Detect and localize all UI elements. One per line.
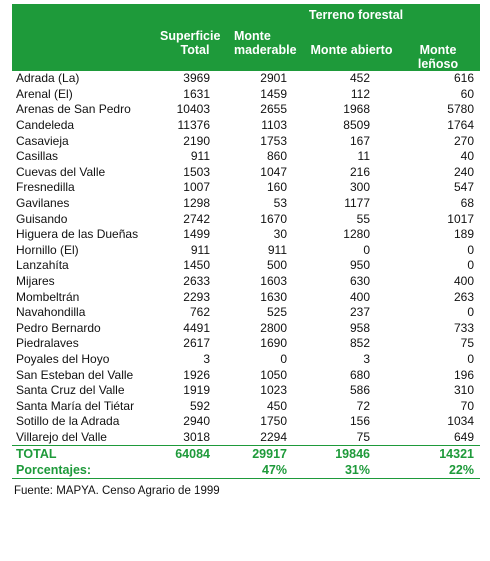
table-row <box>12 289 480 305</box>
header-blank <box>307 26 396 43</box>
municipality-name: Guisando <box>16 211 68 226</box>
header-monte-abierto: Monte abierto <box>307 43 396 71</box>
monte-maderable-cell: 1670 <box>260 211 287 226</box>
municipality-name: Santa Cruz del Valle <box>16 383 125 398</box>
superficie-total-cell: 10403 <box>176 102 210 117</box>
table-row <box>12 321 480 337</box>
percentages-superficie <box>158 462 232 479</box>
monte-lenoso-cell: 40 <box>460 149 474 164</box>
municipality-name: Sotillo de la Adrada <box>16 414 120 429</box>
monte-maderable-cell: 2800 <box>260 320 287 335</box>
header-superficie-line1: Superficie <box>158 26 232 43</box>
monte-abierto-cell: 0 <box>363 242 370 257</box>
percentages-monte-abierto: 31% <box>307 462 396 479</box>
forest-land-table <box>12 4 480 479</box>
monte-maderable-cell: 1753 <box>260 133 287 148</box>
municipality-name: Adrada (La) <box>16 71 80 86</box>
header-blank <box>12 26 158 43</box>
monte-maderable-cell: 30 <box>273 227 287 242</box>
monte-abierto-cell: 852 <box>349 336 370 351</box>
municipality-name: Fresnedilla <box>16 180 75 195</box>
monte-abierto-cell: 950 <box>349 258 370 273</box>
monte-lenoso-cell: 0 <box>467 258 474 273</box>
superficie-total-cell: 4491 <box>183 320 210 335</box>
monte-maderable-cell: 1023 <box>260 383 287 398</box>
monte-abierto-cell: 1968 <box>343 102 370 117</box>
table-row <box>12 118 480 134</box>
monte-maderable-cell: 1459 <box>260 86 287 101</box>
municipality-name: Poyales del Hoyo <box>16 351 110 366</box>
total-monte-abierto: 19846 <box>307 446 396 463</box>
monte-lenoso-cell: 733 <box>453 320 474 335</box>
monte-maderable-cell: 450 <box>266 398 287 413</box>
municipality-name: Villarejo del Valle <box>16 429 107 444</box>
monte-abierto-cell: 958 <box>349 320 370 335</box>
table-body <box>12 71 480 479</box>
monte-lenoso-cell: 60 <box>460 86 474 101</box>
monte-maderable-cell: 2901 <box>260 71 287 86</box>
monte-abierto-cell: 300 <box>349 180 370 195</box>
superficie-total-cell: 11376 <box>177 118 210 133</box>
superficie-total-cell: 3 <box>203 351 210 366</box>
table-row <box>12 274 480 290</box>
superficie-total-cell: 2633 <box>183 274 210 289</box>
superficie-total-cell: 1298 <box>183 196 210 211</box>
monte-lenoso-cell: 70 <box>460 398 474 413</box>
monte-abierto-cell: 156 <box>349 414 370 429</box>
table-row <box>12 149 480 165</box>
total-monte-maderable: 29917 <box>232 446 307 463</box>
municipality-name: Mijares <box>16 274 55 289</box>
total-row <box>12 446 480 463</box>
monte-lenoso-cell: 240 <box>453 164 474 179</box>
municipality-name: Casavieja <box>16 133 69 148</box>
municipality-name: Navahondilla <box>16 305 86 320</box>
header-monte-maderable-line2: maderable <box>232 43 307 71</box>
monte-lenoso-cell: 0 <box>467 242 474 257</box>
monte-abierto-cell: 1280 <box>343 227 370 242</box>
table-row <box>12 165 480 181</box>
total-label: TOTAL <box>12 446 158 463</box>
monte-maderable-cell: 2655 <box>260 102 287 117</box>
header-monte-maderable-line1: Monte <box>232 26 307 43</box>
municipality-name: Gavilanes <box>16 196 70 211</box>
municipality-name: Cuevas del Valle <box>16 164 106 179</box>
table-row <box>12 196 480 212</box>
municipality-name: Santa María del Tiétar <box>16 398 135 413</box>
monte-lenoso-cell: 68 <box>460 196 474 211</box>
monte-abierto-cell: 11 <box>357 149 370 164</box>
monte-maderable-cell: 1630 <box>260 289 287 304</box>
monte-lenoso-cell: 616 <box>453 71 474 86</box>
superficie-total-cell: 3969 <box>183 71 210 86</box>
monte-lenoso-cell: 189 <box>453 227 474 242</box>
superficie-total-cell: 2742 <box>183 211 210 226</box>
table-row <box>12 414 480 430</box>
source-note: Fuente: MAPYA. Censo Agrario de 1999 <box>14 485 220 498</box>
header-superficie-line2: Total <box>158 43 232 71</box>
monte-maderable-cell: 160 <box>266 180 287 195</box>
municipality-name: Pedro Bernardo <box>16 320 101 335</box>
superficie-total-cell: 2617 <box>183 336 210 351</box>
monte-lenoso-cell: 1034 <box>447 414 474 429</box>
table-row <box>12 211 480 227</box>
monte-lenoso-cell: 547 <box>453 180 474 195</box>
monte-maderable-cell: 1103 <box>261 118 287 133</box>
superficie-total-cell: 2293 <box>183 289 210 304</box>
superficie-total-cell: 592 <box>189 398 210 413</box>
monte-abierto-cell: 680 <box>349 367 370 382</box>
monte-abierto-cell: 75 <box>356 429 370 444</box>
monte-maderable-cell: 1750 <box>260 414 287 429</box>
table-row <box>12 133 480 149</box>
monte-abierto-cell: 1177 <box>344 196 370 211</box>
table-row <box>12 243 480 259</box>
header-blank <box>12 43 158 71</box>
monte-lenoso-cell: 263 <box>453 289 474 304</box>
municipality-name: Candeleda <box>16 118 75 133</box>
monte-maderable-cell: 0 <box>280 351 287 366</box>
monte-lenoso-cell: 649 <box>453 429 474 444</box>
monte-maderable-cell: 500 <box>266 258 287 273</box>
monte-maderable-cell: 1050 <box>260 367 287 382</box>
monte-maderable-cell: 1690 <box>260 336 287 351</box>
header-monte-lenoso: Monte leñoso <box>396 43 480 71</box>
table-row <box>12 398 480 414</box>
table-row <box>12 258 480 274</box>
monte-abierto-cell: 216 <box>349 164 370 179</box>
percentages-row <box>12 462 480 479</box>
monte-abierto-cell: 630 <box>349 274 370 289</box>
municipality-name: San Esteban del Valle <box>16 367 134 382</box>
municipality-name: Arenas de San Pedro <box>16 102 131 117</box>
monte-abierto-cell: 112 <box>350 86 370 101</box>
monte-lenoso-cell: 5780 <box>447 102 474 117</box>
municipality-name: Arenal (El) <box>16 86 73 101</box>
monte-maderable-cell: 1047 <box>260 164 287 179</box>
superficie-total-cell: 762 <box>189 305 210 320</box>
monte-abierto-cell: 3 <box>363 351 370 366</box>
superficie-total-cell: 1450 <box>183 258 210 273</box>
monte-abierto-cell: 167 <box>349 133 370 148</box>
monte-abierto-cell: 586 <box>349 383 370 398</box>
superficie-total-cell: 2940 <box>183 414 210 429</box>
percentages-monte-maderable: 47% <box>232 462 307 479</box>
table-row <box>12 180 480 196</box>
monte-abierto-cell: 237 <box>349 305 370 320</box>
total-monte-lenoso: 14321 <box>396 446 480 463</box>
superficie-total-cell: 2190 <box>183 133 210 148</box>
superficie-total-cell: 911 <box>190 149 210 164</box>
monte-abierto-cell: 400 <box>349 289 370 304</box>
monte-abierto-cell: 55 <box>356 211 370 226</box>
table-header <box>12 4 480 71</box>
monte-lenoso-cell: 0 <box>467 351 474 366</box>
table-row <box>12 227 480 243</box>
superficie-total-cell: 1007 <box>183 180 210 195</box>
monte-lenoso-cell: 270 <box>453 133 474 148</box>
header-group-terreno-forestal: Terreno forestal <box>232 4 480 26</box>
monte-maderable-cell: 2294 <box>260 429 287 444</box>
superficie-total-cell: 1631 <box>183 86 210 101</box>
table-row <box>12 336 480 352</box>
superficie-total-cell: 3018 <box>183 429 210 444</box>
monte-maderable-cell: 525 <box>266 305 287 320</box>
table-row <box>12 430 480 446</box>
monte-lenoso-cell: 1017 <box>447 211 474 226</box>
header-blank <box>158 4 232 26</box>
forest-land-table-container <box>12 4 480 497</box>
monte-lenoso-cell: 1764 <box>447 118 474 133</box>
monte-lenoso-cell: 75 <box>460 336 474 351</box>
superficie-total-cell: 1499 <box>183 227 210 242</box>
total-superficie: 64084 <box>158 446 232 463</box>
monte-lenoso-cell: 196 <box>453 367 474 382</box>
monte-maderable-cell: 860 <box>266 149 287 164</box>
municipality-name: Lanzahíta <box>16 258 69 273</box>
municipality-name: Higuera de las Dueñas <box>16 227 139 242</box>
table-row <box>12 367 480 383</box>
municipality-name: Casillas <box>16 149 59 164</box>
monte-abierto-cell: 452 <box>349 71 370 86</box>
monte-abierto-cell: 8509 <box>343 118 370 133</box>
municipality-name: Piedralaves <box>16 336 79 351</box>
table-row <box>12 383 480 399</box>
superficie-total-cell: 911 <box>190 242 210 257</box>
table-row <box>12 87 480 103</box>
monte-lenoso-cell: 310 <box>453 383 474 398</box>
monte-maderable-cell: 53 <box>273 196 287 211</box>
table-row <box>12 71 480 87</box>
superficie-total-cell: 1503 <box>183 164 210 179</box>
superficie-total-cell: 1919 <box>183 383 210 398</box>
monte-maderable-cell: 911 <box>267 242 287 257</box>
monte-lenoso-cell: 0 <box>467 305 474 320</box>
table-row <box>12 102 480 118</box>
superficie-total-cell: 1926 <box>183 367 210 382</box>
header-blank <box>12 4 158 26</box>
monte-lenoso-cell: 400 <box>453 274 474 289</box>
monte-abierto-cell: 72 <box>356 398 370 413</box>
table-row <box>12 305 480 321</box>
percentages-label: Porcentajes: <box>12 462 158 479</box>
header-blank <box>396 26 480 43</box>
monte-maderable-cell: 1603 <box>260 274 287 289</box>
percentages-monte-lenoso: 22% <box>396 462 480 479</box>
table-row <box>12 352 480 368</box>
municipality-name: Hornillo (El) <box>16 242 79 257</box>
municipality-name: Mombeltrán <box>16 289 80 304</box>
